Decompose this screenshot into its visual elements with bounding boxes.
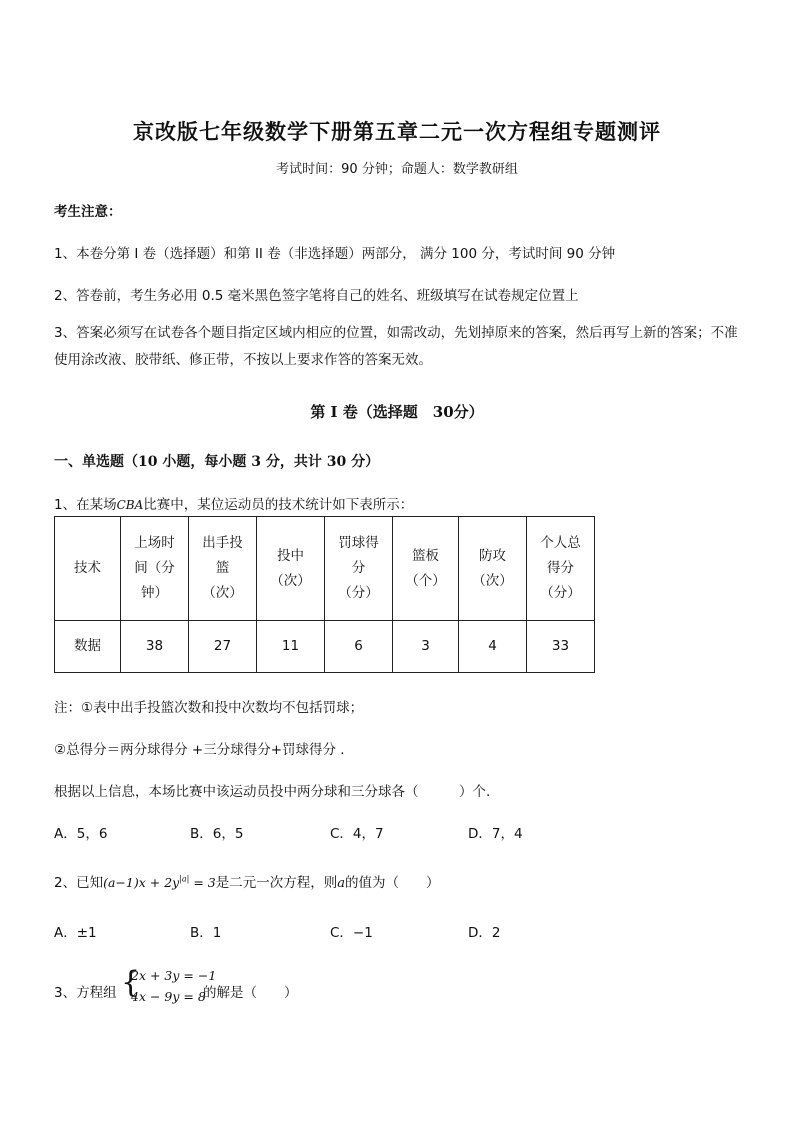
question-1-option-c: C．4，7 (330, 826, 384, 842)
table-cell: 数据 (55, 621, 121, 673)
table-cell: 6 (325, 621, 393, 673)
table-header-cell: 投中 （次） (257, 517, 325, 621)
question-2-option-d: D．2 (468, 925, 501, 941)
table-data-row (55, 621, 595, 673)
cba-label: CBA (116, 498, 144, 512)
question-3-equation-1: 2x + 3y = −1 (131, 968, 217, 983)
question-3-prefix: 3、方程组 (54, 985, 117, 1001)
question-3-equation-2: 4x − 9y = 8 (131, 989, 206, 1004)
question-1-stem-suffix: 比赛中，某位运动员的技术统计如下表所示： (143, 497, 414, 513)
question-2-option-a: A．±1 (54, 925, 97, 941)
table-header-cell: 防攻 （次） (459, 517, 527, 621)
notice-item-3: 3、答案必须写在试卷各个题目指定区域内相应的位置，如需改动，先划掉原来的答案，然后再写上新的答案；不准使用涂改液、胶带纸、修正带，不按以上要求作答的答案无效。 (54, 325, 738, 368)
table-header-cell: 出手投 篮 （次） (189, 517, 257, 621)
notice-item-2: 2、答卷前，考生务必用 0.5 毫米黑色签字笔将自己的姓名、班级填写在试卷规定位置上 (54, 288, 579, 304)
left-brace-icon: { (121, 965, 141, 1000)
question-2-prefix: 2、已知 (54, 875, 104, 891)
question-2-variable: a (337, 876, 346, 891)
table-cell: 27 (189, 621, 257, 673)
table-header-cell: 篮板 （个） (393, 517, 459, 621)
question-2-equation-end: = 3 (189, 875, 216, 890)
question-1-option-b: B．6，5 (190, 826, 244, 842)
notice-item-1: 1、本卷分第 I 卷（选择题）和第 II 卷（非选择题）两部分， 满分 100 分，考试时间 90 分钟 (54, 246, 616, 262)
section1-heading: 一、单选题（10 小题，每小题 3 分，共计 30 分） (54, 454, 380, 470)
question-2-middle: 是二元一次方程，则 (215, 875, 338, 891)
table-header-cell: 罚球得 分 （分） (325, 517, 393, 621)
table-header-row (55, 517, 595, 621)
question-2-exponent: |a| (179, 874, 190, 884)
table-header-cell: 技术 (55, 517, 121, 621)
notice-heading: 考生注意： (54, 204, 122, 220)
exam-info: 考试时间：90 分钟；命题人：数学教研组 (276, 162, 518, 177)
part1-heading: 第 I 卷（选择题 30分） (310, 403, 484, 421)
question-1-question: 根据以上信息，本场比赛中该运动员投中两分球和三分球各（ ）个. (54, 784, 491, 800)
table-cell: 33 (527, 621, 595, 673)
question-1-option-d: D．7，4 (468, 826, 523, 842)
table-header-cell: 个人总 得分 （分） (527, 517, 595, 621)
table-header-cell: 上场时 间（分 钟） (121, 517, 189, 621)
question-2-stem (54, 871, 440, 891)
table-cell: 4 (459, 621, 527, 673)
table-cell: 38 (121, 621, 189, 673)
document-title: 京改版七年级数学下册第五章二元一次方程组专题测评 (133, 119, 661, 144)
question-1-note-1: 注：①表中出手投篮次数和投中次数均不包括罚球； (54, 700, 364, 716)
question-2-option-b: B．1 (190, 925, 222, 941)
question-1-option-a: A．5，6 (54, 826, 108, 842)
question-3-suffix: 的解是（ ） (203, 985, 298, 1001)
table-cell: 3 (393, 621, 459, 673)
question-1-note-2: ②总得分＝两分球得分 +三分球得分+罚球得分 . (54, 742, 345, 758)
question-2-suffix: 的值为（ ） (345, 875, 440, 891)
question-1-stem (54, 493, 413, 513)
table-cell: 11 (257, 621, 325, 673)
question-2-equation: (a−1)x + 2y (103, 875, 180, 890)
question-1-stem-prefix: 1、在某场 (54, 497, 117, 513)
stats-table (54, 516, 595, 673)
question-2-option-c: C．−1 (330, 925, 373, 941)
